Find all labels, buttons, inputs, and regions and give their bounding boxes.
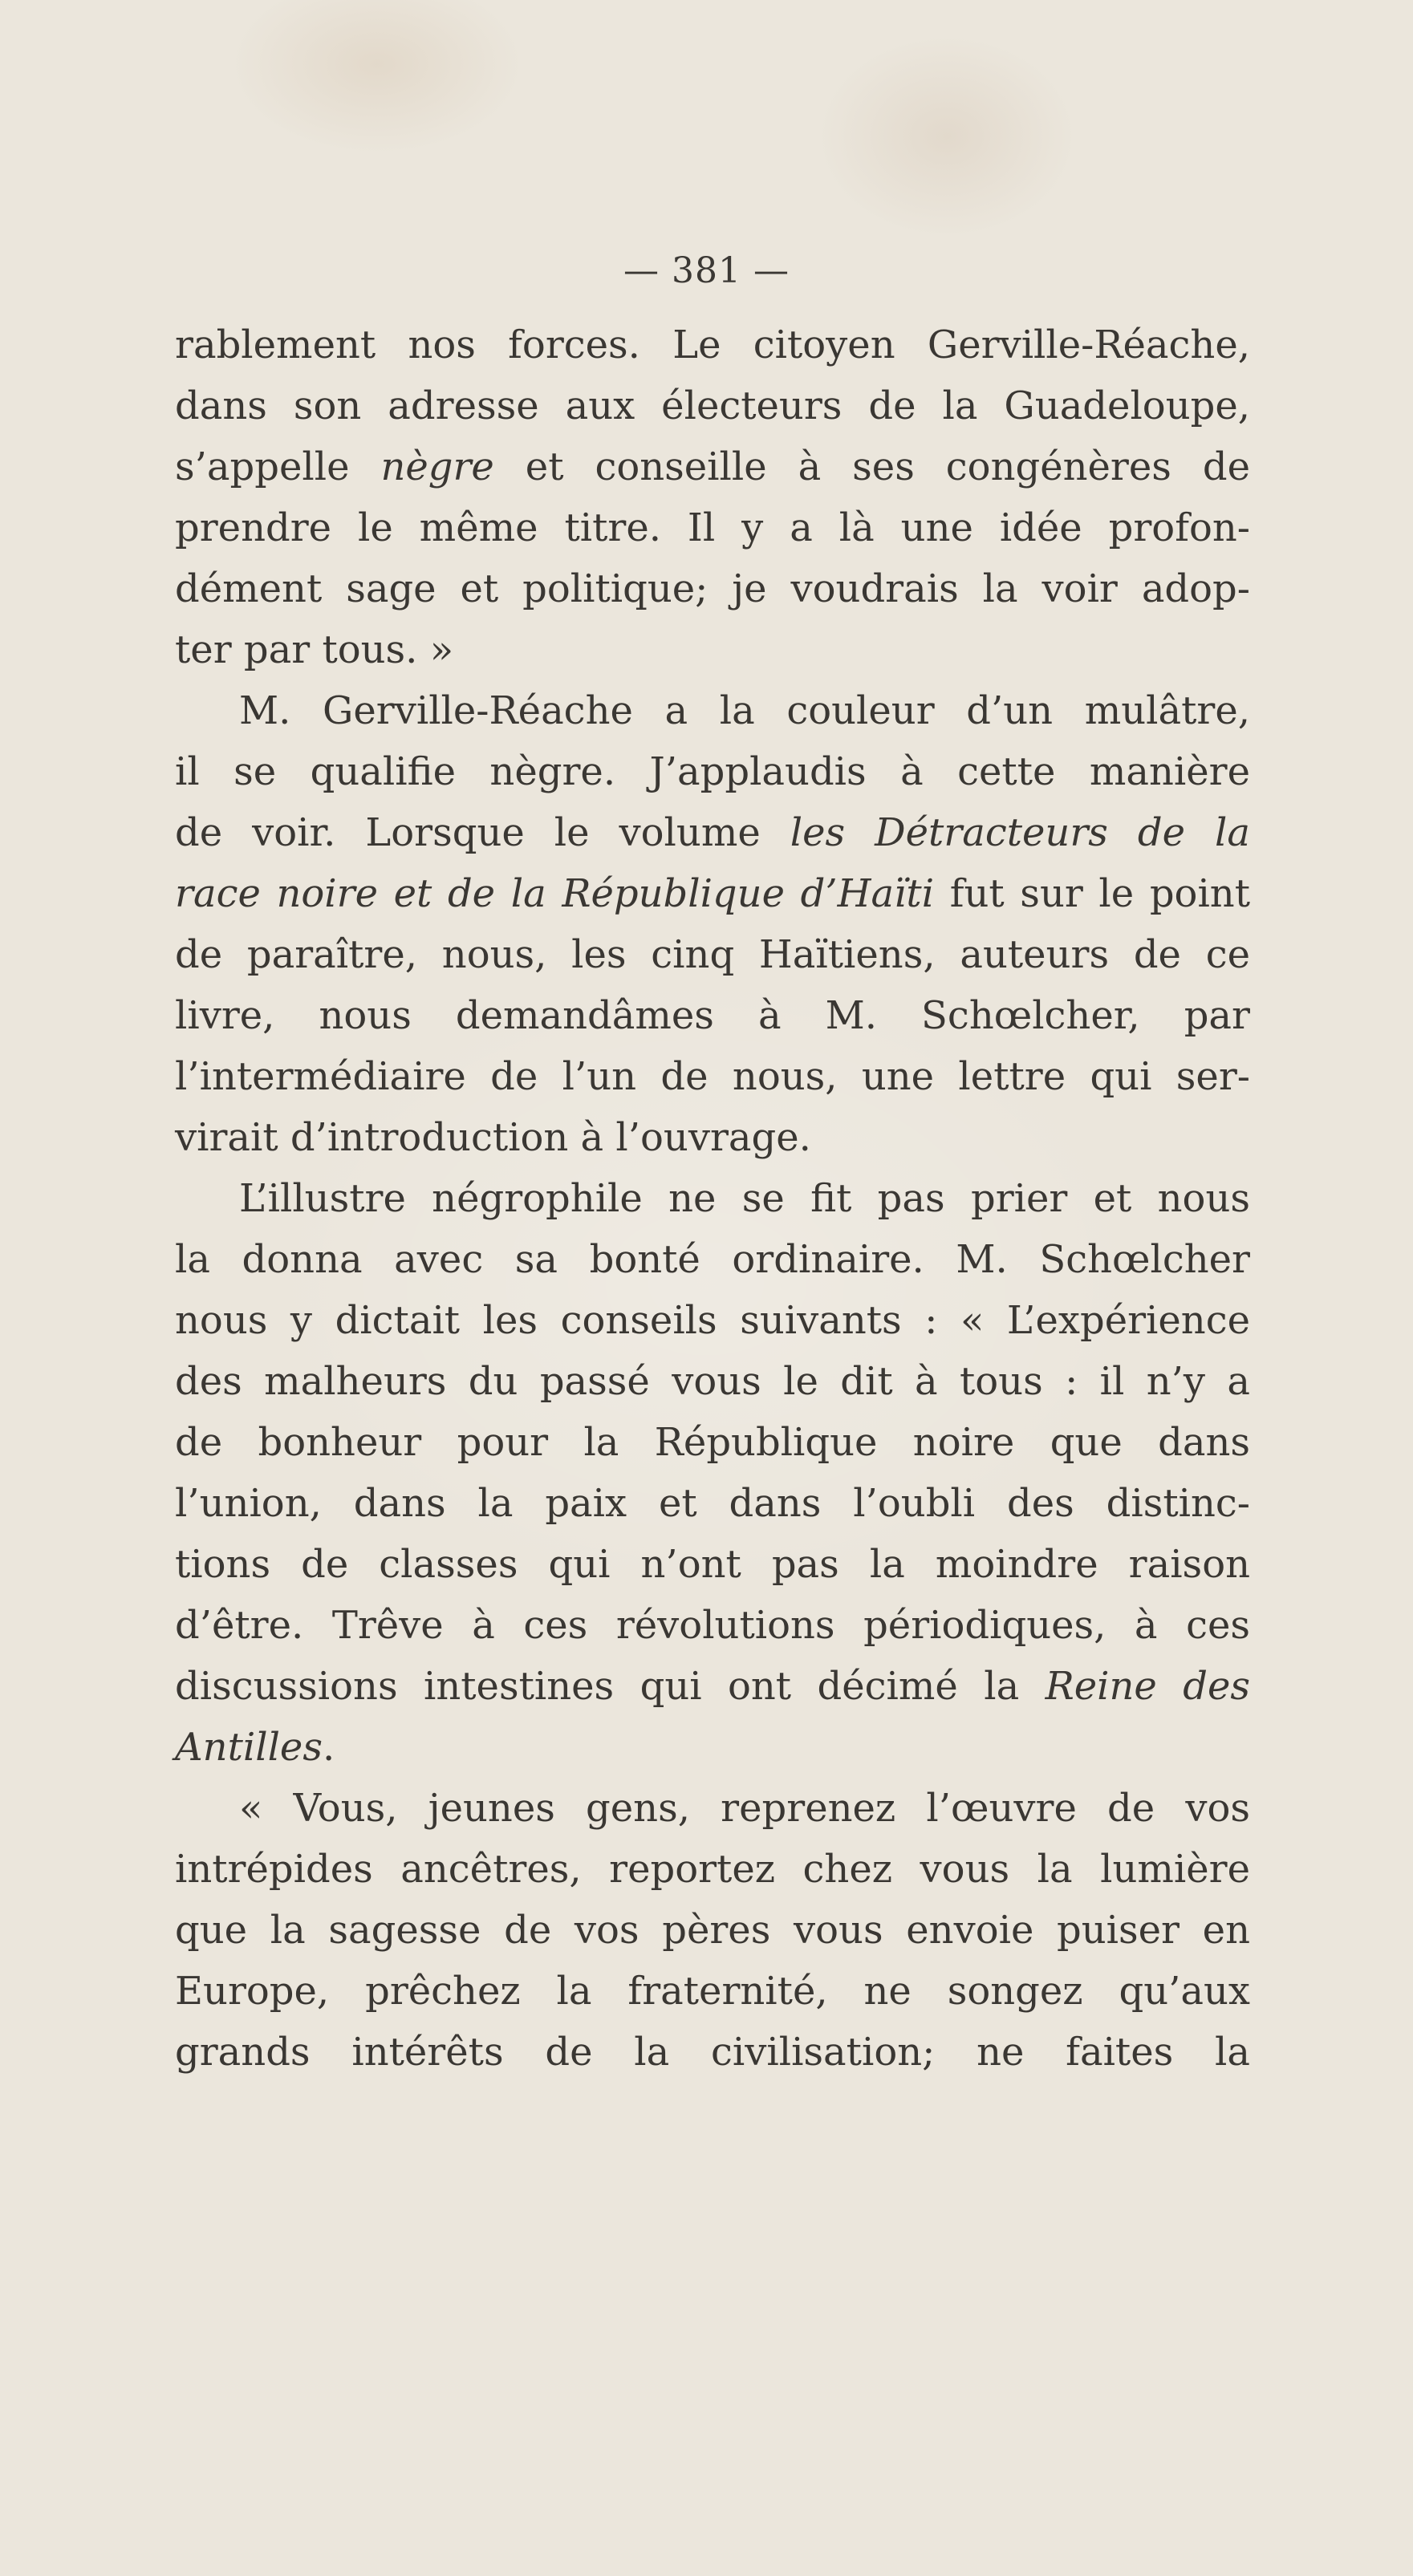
italic-segment: les Détracteurs de la (790, 810, 1251, 855)
text-line-2: dans son adresse aux électeurs de la Guadeloupe, (175, 383, 1250, 428)
italic-segment: Antilles (175, 1725, 323, 1770)
text-line-16: la donna avec sa bonté ordinaire. M. Schœlcher (175, 1237, 1250, 1282)
text-line-28: Europe, prêchez la fraternité, ne songez qu’aux (175, 1969, 1250, 2014)
text-line-26: intrépides ancêtres, reportez chez vous la lumière (175, 1847, 1250, 1892)
text-line-7: M. Gerville-Réache a la couleur d’un mulâtre, (239, 688, 1250, 733)
text-line-10 (175, 863, 1250, 924)
italic-segment: Reine des (1045, 1664, 1250, 1709)
text-line-22: d’être. Trêve à ces révolutions périodiques, à ces (175, 1603, 1250, 1648)
text-line-3 (175, 436, 1250, 497)
text-line-11: de paraître, nous, les cinq Haïtiens, auteurs de ce (175, 932, 1250, 977)
text-line-21: tions de classes qui n’ont pas la moindre raison (175, 1542, 1250, 1587)
text-line-20: l’union, dans la paix et dans l’oubli des distinc- (175, 1481, 1250, 1526)
text-segment: et conseille à ses congénères de (493, 444, 1251, 489)
italic-segment: race noire et de la République d’Haïti (175, 871, 935, 916)
text-line-1: rablement nos forces. Le citoyen Gerville-Réache, (175, 323, 1250, 367)
text-line-25: « Vous, jeunes gens, reprenez l’œuvre de vos (239, 1786, 1250, 1831)
text-segment: de voir. Lorsque le volume (175, 810, 790, 855)
body-text (175, 314, 1250, 2083)
text-line-27: que la sagesse de vos pères vous envoie puiser en (175, 1908, 1250, 1953)
page-number: — 381 — (623, 250, 790, 291)
text-segment: fut sur le point (934, 871, 1251, 916)
text-line-19: de bonheur pour la République noire que dans (175, 1420, 1250, 1465)
text-line-14: virait d’introduction à l’ouvrage. (175, 1115, 811, 1160)
text-line-29: grands intérêts de la civilisation; ne faites la (175, 2030, 1250, 2075)
text-line-24 (175, 1717, 1250, 1778)
text-segment: . (322, 1725, 335, 1770)
text-line-18: des malheurs du passé vous le dit à tous : il n’y a (175, 1359, 1250, 1404)
text-line-5: dément sage et politique; je voudrais la voir adop- (175, 566, 1250, 611)
text-line-6: ter par tous. » (175, 627, 454, 672)
italic-segment: nègre (380, 444, 494, 489)
text-line-23 (175, 1656, 1250, 1717)
text-line-15: L’illustre négrophile ne se fit pas prier et nous (239, 1176, 1250, 1221)
text-line-17: nous y dictait les conseils suivants : « L’expérience (175, 1298, 1250, 1343)
text-line-4: prendre le même titre. Il y a là une idée profon- (175, 505, 1250, 550)
text-line-13: l’intermédiaire de l’un de nous, une lettre qui ser- (175, 1054, 1250, 1099)
text-line-9 (175, 802, 1250, 863)
text-line-8: il se qualifie nègre. J’applaudis à cette manière (175, 749, 1250, 794)
text-segment: s’appelle (175, 444, 381, 489)
text-line-12: livre, nous demandâmes à M. Schœlcher, par (175, 993, 1250, 1038)
text-segment: discussions intestines qui ont décimé la (175, 1664, 1046, 1709)
